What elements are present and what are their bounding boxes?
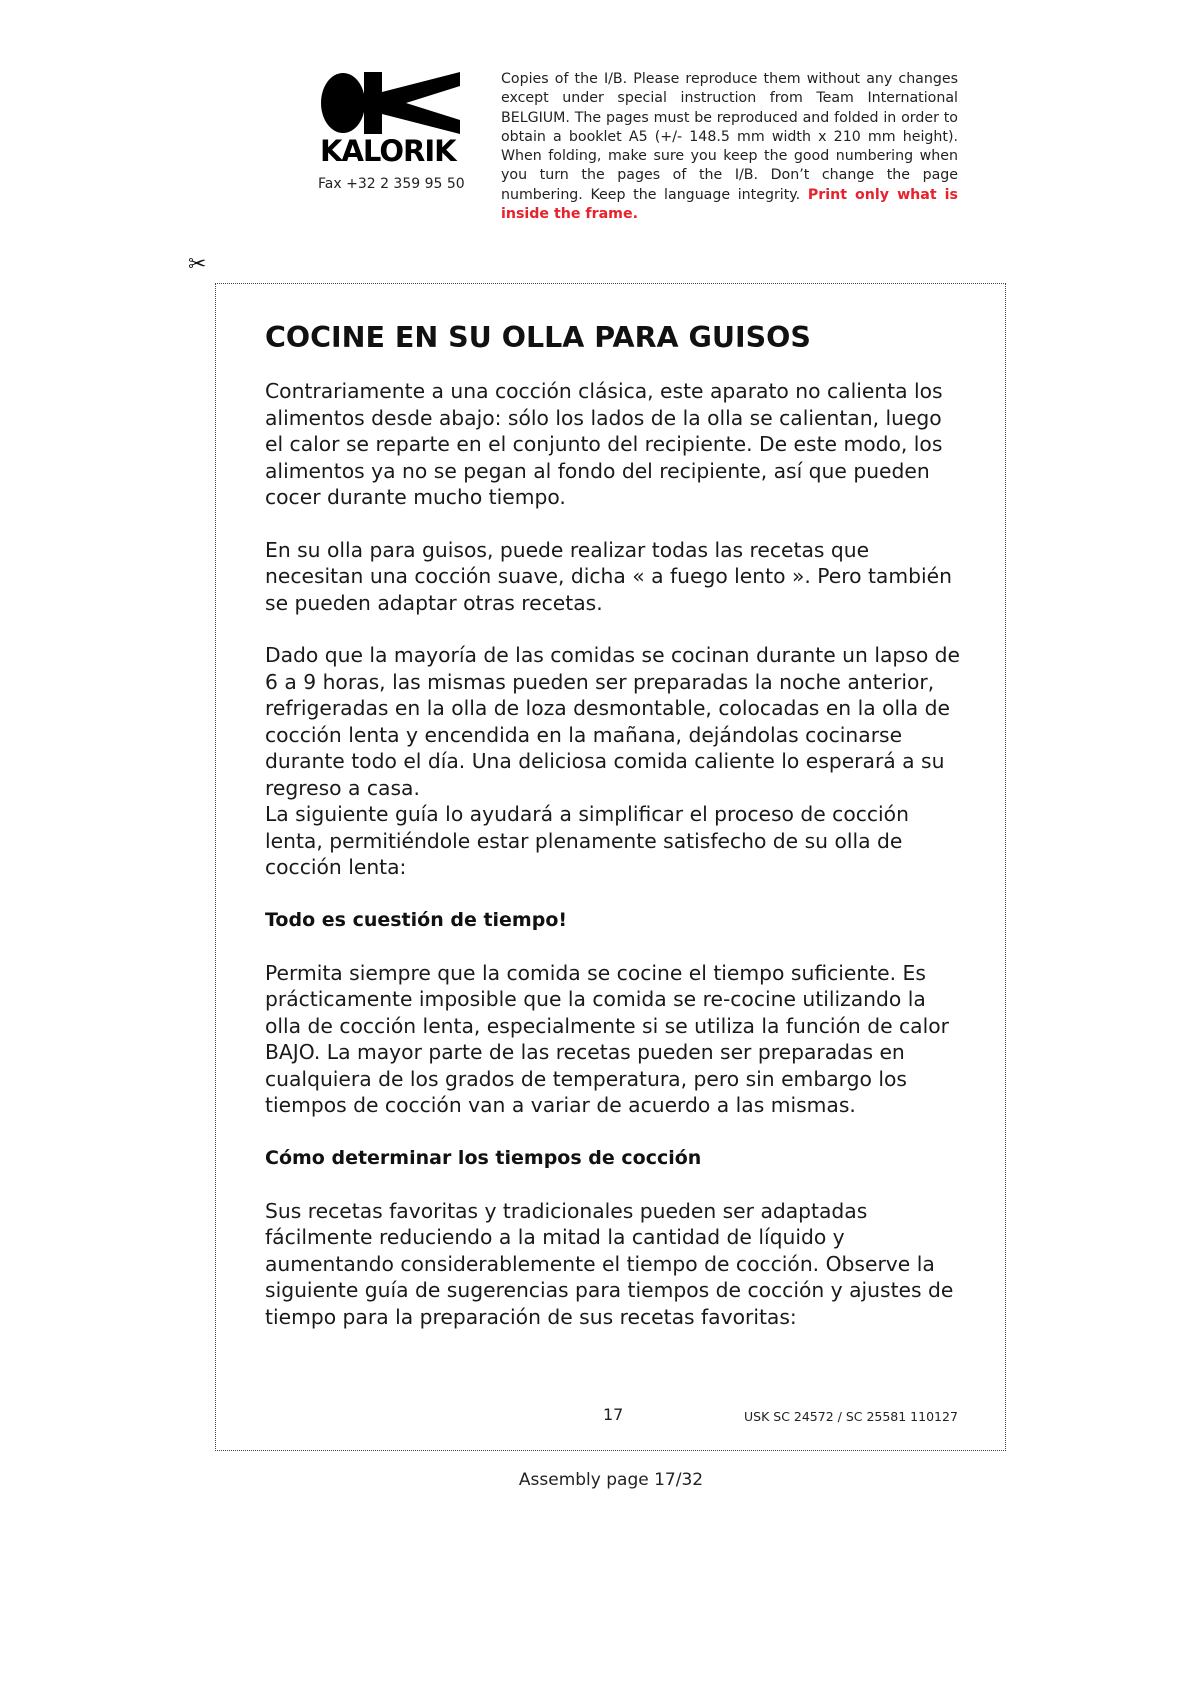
paragraph-intro: Contrariamente a una cocción clásica, este aparato no calienta los alimentos desde abajo: sólo los lados de la olla se calientan, luego el calor se reparte en el conjunto del recipiente. De este modo, los alimentos ya no se pegan al fondo del recipiente, así que pueden cocer durante mucho tiempo.	[265, 379, 943, 509]
assembly-page-label: Assembly page 17/32	[518, 1470, 704, 1490]
model-code: USK SC 24572 / SC 25581 110127	[744, 1409, 958, 1424]
paragraph-preparation: Dado que la mayoría de las comidas se cocinan durante un lapso de 6 a 9 horas, las mismas pueden ser preparadas la noche anterior, refrigeradas en la olla de loza desmontable, colocadas en la olla de cocción lenta y encendida en la mañana, dejándolas cocinarse durante todo el día. Una deliciosa comida caliente lo esperará a su regreso a casa.	[265, 643, 961, 800]
paragraph-slow-cooking: En su olla para guisos, puede realizar todas las recetas que necesitan una cocción suave, dicha « a fuego lento ». Pero también se pueden adaptar otras recetas.	[265, 537, 952, 615]
paragraph-time: Permita siempre que la comida se cocine el tiempo suficiente. Es prácticamente imposible que la comida se re-cocine utilizando la olla de cocción lenta, especialmente si se utiliza la función de calor BAJO. La mayor parte de las recetas pueden ser preparadas en cualquiera de los grados de temperatura, pero sin embargo los tiempos de cocción van a variar de acuerdo a las mismas.	[265, 960, 949, 1117]
paragraph-adapt-recipes: Sus recetas favoritas y tradicionales pueden ser adaptadas fácilmente reduciendo a la mitad la cantidad de líquido y aumentando considerablemente el tiempo de cocción. Observe la siguiente guía de sugerencias para tiempos de cocción y ajustes de tiempo para la preparación de sus recetas favoritas:	[265, 1198, 954, 1329]
paragraph-guide: La siguiente guía lo ayudará a simplificar el proceso de cocción lenta, permitiéndole estar plenamente satisfecho de su olla de cocción lenta:	[265, 802, 909, 879]
kalorik-logo-mark-icon	[320, 72, 462, 134]
kalorik-logo	[320, 72, 462, 166]
print-frame-warning: Print only what is inside the frame.	[501, 186, 958, 223]
page-title: COCINE EN SU OLLA PARA GUISOS	[265, 321, 811, 354]
heading-cooking-times: Cómo determinar los tiempos de cocción	[265, 1146, 702, 1169]
heading-time: Todo es cuestión de tiempo!	[265, 908, 568, 931]
header	[0, 0, 1192, 240]
notice-text: Copies of the I/B. Please reproduce them without any changes except under special instruction from Team International BELGIUM. The pages must be reproduced and folded in order to obtain a booklet A5 (+/- 148.5 mm width x 210 mm height). When folding, make sure you keep the good numbering when you turn the pages of the I/B. Don’t change the page numbering. Keep the language integrity.	[501, 71, 958, 203]
page-content	[265, 318, 965, 1330]
scissors-icon: ✂	[188, 252, 207, 277]
brand-name: KALORIK	[320, 134, 456, 168]
page-number: 17	[603, 1405, 624, 1424]
fax-number: Fax +32 2 359 95 50	[318, 176, 465, 192]
reproduction-notice	[501, 70, 958, 224]
